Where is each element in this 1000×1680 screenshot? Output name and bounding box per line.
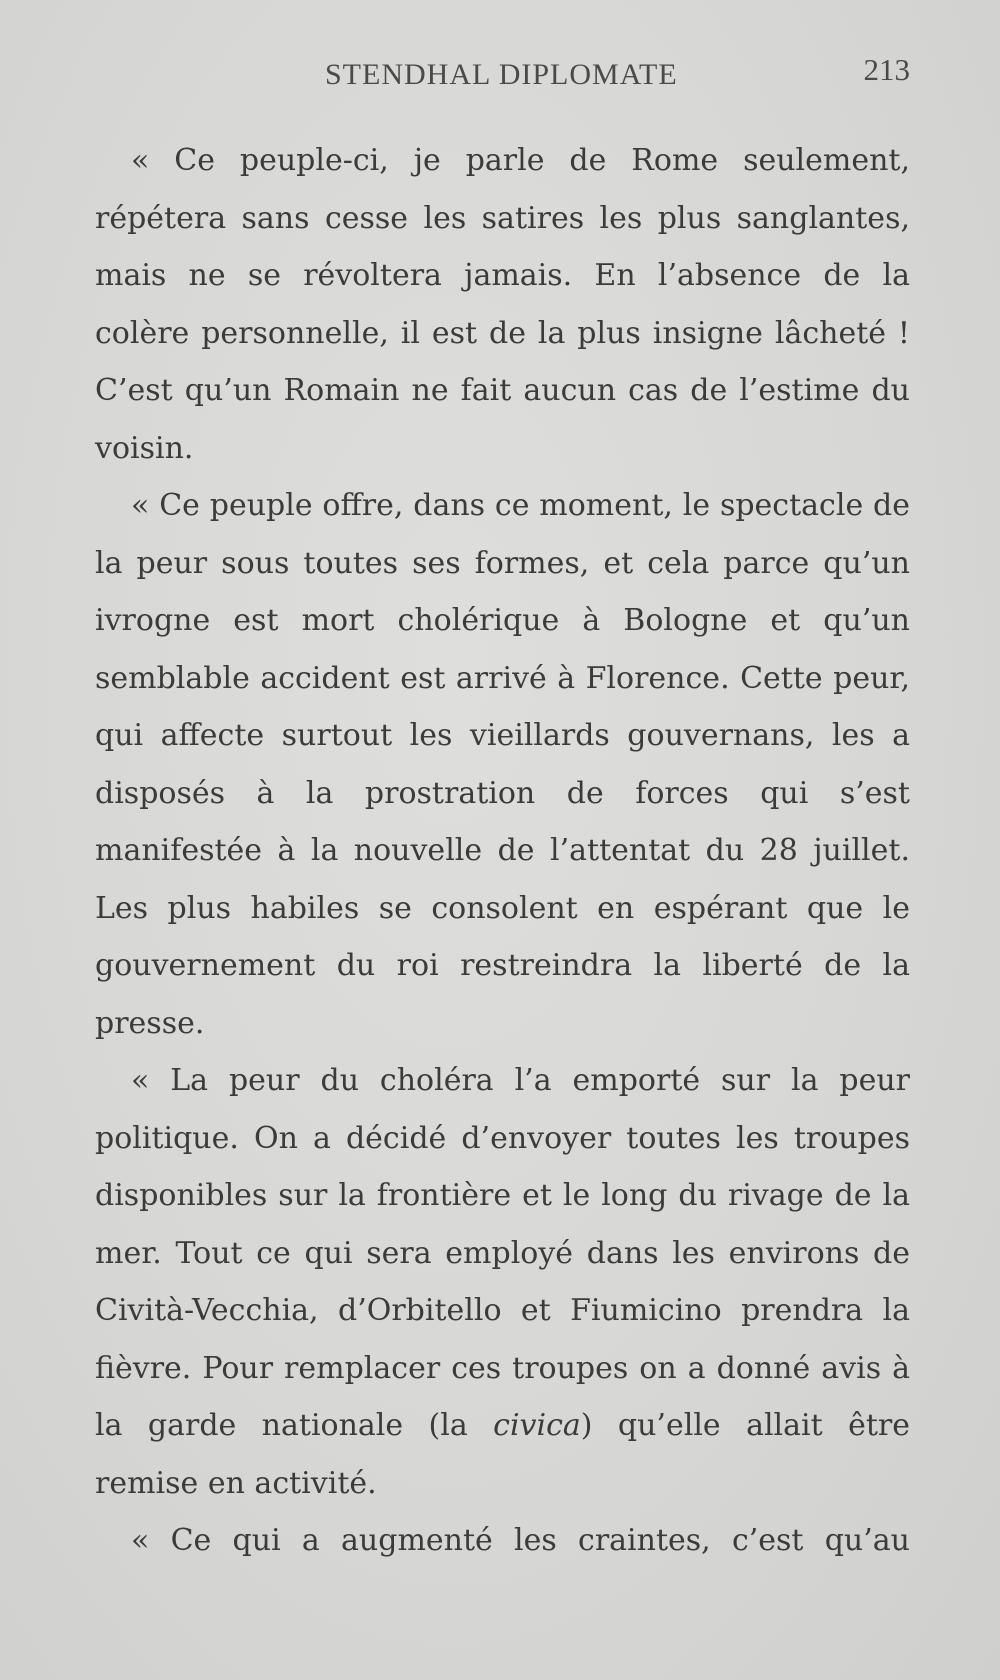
- page-number: 213: [863, 52, 910, 87]
- paragraph-fears-increased: « Ce qui a augmenté les craintes, c’est qu’au: [131, 1523, 910, 1558]
- paragraph-fear-forms: « Ce peuple offre, dans ce moment, le spectacle de la peur sous toutes ses formes, et cela parce qu’un ivrogne est mort cholérique à Bologne et qu’un semblable accident est arrivé à Florence. Cette peur, qui affecte surtout les vieillards gouvernans, les a disposés à la prostration de forces qui s’est manifestée à la nouvelle de l’attentat du 28 juillet. Les plus habiles se consolent en espérant que le gouvernement du roi restreindra la liberté de la presse.: [95, 488, 910, 1041]
- body-text: [95, 132, 910, 1570]
- paragraph-cholera-text-end: ) qu’elle allait être remise en activité.: [95, 1408, 910, 1501]
- paragraph-cholera-text-start: « La peur du choléra l’a emporté sur la peur politique. On a décidé d’envoyer toutes les troupes disponibles sur la frontière et le long du rivage de la mer. Tout ce qui sera employé dans les environs de Cività-Vecchia, d’Orbitello et Fiumicino prendra la fièvre. Pour remplacer ces troupes on a donné avis à la garde nationale (la: [95, 1063, 910, 1443]
- italic-word-civica: civica: [493, 1408, 581, 1443]
- paragraph-cholera-fear: [95, 1052, 910, 1512]
- running-head: [95, 52, 910, 98]
- running-title: STENDHAL DIPLOMATE: [325, 58, 678, 91]
- paragraph-rome-people: « Ce peuple-ci, je parle de Rome seulement, répétera sans cesse les satires les plus sanglantes, mais ne se révoltera jamais. En l’absence de la colère personnelle, il est de la plus insigne lâcheté ! C’est qu’un Romain ne fait aucun cas de l’estime du voisin.: [95, 143, 910, 466]
